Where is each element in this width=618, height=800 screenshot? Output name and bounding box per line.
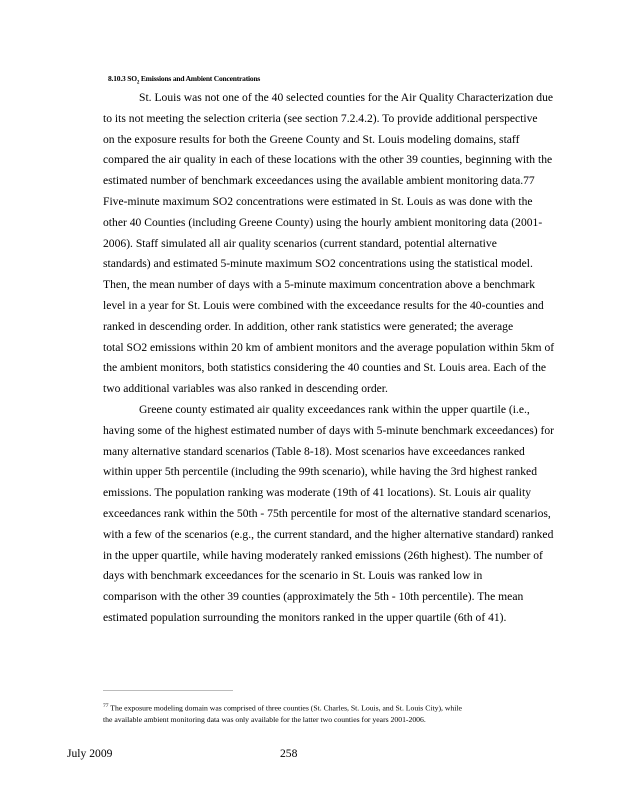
text-line: within upper 5th percentile (including the 99th scenario), while having the 3rd highest ranked bbox=[103, 465, 538, 479]
section-subscript: 2 bbox=[136, 80, 140, 86]
section-number: 8.10.3 bbox=[108, 74, 126, 83]
text-line: estimated number of benchmark exceedances using the available ambient monitoring data.77 bbox=[103, 174, 535, 188]
text-line: Five-minute maximum SO2 concentrations were estimated in St. Louis as was done with the bbox=[103, 194, 533, 208]
text-line: total SO2 emissions within 20 km of ambient monitors and the average population within 5km of bbox=[103, 340, 555, 354]
text-line: in the upper quartile, while having moderately ranked emissions (26th highest). The number of bbox=[103, 548, 543, 562]
text-line: having some of the highest estimated number of days with 5-minute benchmark exceedances) for bbox=[103, 423, 555, 437]
text-line: ranked in descending order. In addition, other rank statistics were generated; the average bbox=[103, 319, 514, 333]
text-line: to its not meeting the selection criteria (see section 7.2.4.2). To provide additional perspective bbox=[103, 111, 538, 125]
text-line: the ambient monitors, both statistics considering the 40 counties and St. Louis area. Each of the bbox=[103, 361, 547, 375]
text-line: Then, the mean number of days with a 5-minute maximum concentration above a benchmark bbox=[103, 278, 536, 292]
body-text bbox=[103, 88, 571, 629]
footnote bbox=[103, 701, 563, 726]
page-number: 258 bbox=[280, 747, 298, 760]
text-line: exceedances rank within the 50th - 75th percentile for most of the alternative standard scenarios, bbox=[103, 506, 551, 520]
paragraph-2 bbox=[103, 400, 571, 629]
footer-date: July 2009 bbox=[67, 747, 113, 760]
section-title: Emissions and Ambient Concentrations bbox=[140, 74, 261, 83]
footnote-line: the available ambient monitoring data was only available for the latter two counties for years 2001-2006. bbox=[103, 715, 426, 725]
text-line: estimated population surrounding the monitors ranked in the upper quartile (6th of 41). bbox=[103, 610, 507, 624]
footnote-line bbox=[103, 701, 563, 714]
text-line: emissions. The population ranking was moderate (19th of 41 locations). St. Louis air quality bbox=[103, 486, 532, 500]
footnote-divider bbox=[103, 690, 233, 691]
text-line: on the exposure results for both the Greene County and St. Louis modeling domains, staff bbox=[103, 132, 520, 146]
text-line: many alternative standard scenarios (Table 8-18). Most scenarios have exceedances ranked bbox=[103, 444, 525, 458]
text-line: with a few of the scenarios (e.g., the current standard, and the higher alternative standard) ranked bbox=[103, 527, 554, 541]
paragraph-1 bbox=[103, 88, 571, 400]
text-line: comparison with the other 39 counties (approximately the 5th - 10th percentile). The mean bbox=[103, 590, 524, 604]
text-line: standards) and estimated 5-minute maximum SO2 concentrations using the statistical model. bbox=[103, 257, 533, 271]
text-line: other 40 Counties (including Greene County) using the hourly ambient monitoring data (2001- bbox=[103, 215, 543, 229]
section-heading bbox=[108, 74, 260, 86]
text-line: Greene county estimated air quality exceedances rank within the upper quartile (i.e., bbox=[139, 402, 530, 416]
footnote-text: The exposure modeling domain was comprised of three counties (St. Charles, St. Louis, and St. Louis City), while bbox=[110, 703, 462, 713]
text-line: St. Louis was not one of the 40 selected counties for the Air Quality Characterization due bbox=[139, 91, 554, 104]
text-line: level in a year for St. Louis were combined with the exceedance results for the 40-counties and bbox=[103, 298, 544, 312]
footnote-marker: 77 bbox=[103, 703, 109, 709]
text-line: compared the air quality in each of these locations with the other 39 counties, beginning with the bbox=[103, 153, 553, 167]
text-line: days with benchmark exceedances for the scenario in St. Louis was ranked low in bbox=[103, 569, 483, 583]
text-line: 2006). Staff simulated all air quality scenarios (current standard, potential alternative bbox=[103, 236, 497, 250]
section-pollutant: SO bbox=[127, 74, 137, 83]
text-line: two additional variables was also ranked in descending order. bbox=[103, 382, 388, 396]
